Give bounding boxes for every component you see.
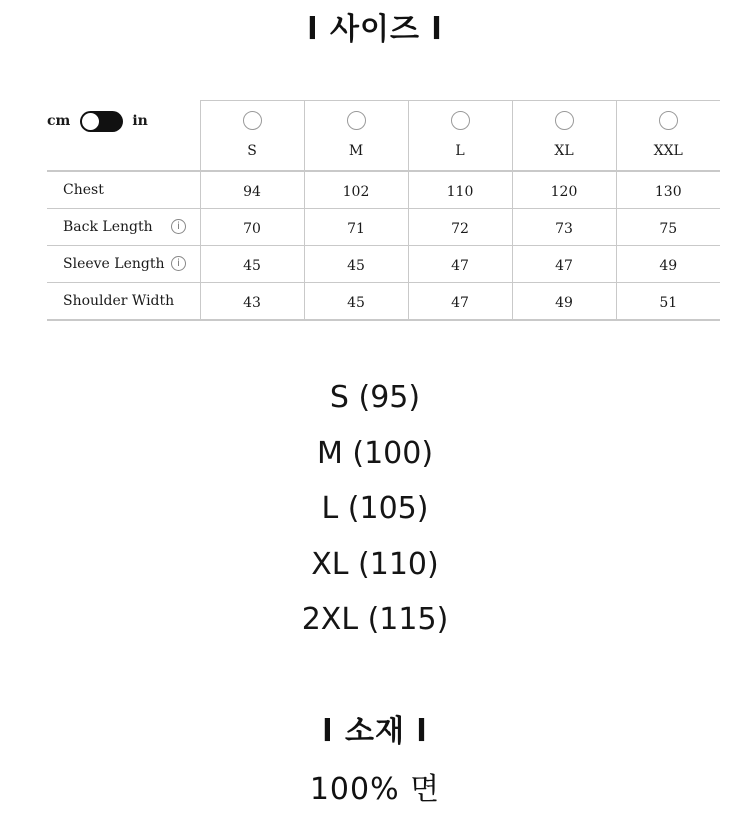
row-label-text: Back Length <box>63 219 153 235</box>
table-cell: 45 <box>304 246 408 283</box>
size-option-xl[interactable] <box>512 101 616 172</box>
row-label-shoulder-width: Shoulder Width <box>47 283 200 321</box>
size-section-title: l 사이즈 l <box>307 12 443 47</box>
table-cell: 102 <box>304 171 408 209</box>
size-mapping-list <box>0 370 750 648</box>
unit-switch[interactable] <box>80 111 123 132</box>
table-cell: 94 <box>200 171 304 209</box>
radio-icon[interactable] <box>555 111 574 130</box>
table-cell: 110 <box>408 171 512 209</box>
radio-icon[interactable] <box>451 111 470 130</box>
switch-knob <box>81 112 100 131</box>
unit-cm-label: cm <box>47 113 71 129</box>
size-chart-table <box>47 100 720 321</box>
table-cell: 47 <box>408 246 512 283</box>
table-cell: 75 <box>616 209 720 246</box>
size-option-l[interactable] <box>408 101 512 172</box>
size-label: M <box>348 143 364 159</box>
size-option-m[interactable] <box>304 101 408 172</box>
size-mapping-item: XL (110) <box>311 546 439 582</box>
table-row <box>47 283 720 321</box>
info-icon[interactable]: i <box>171 256 186 271</box>
row-label-chest: Chest <box>47 171 200 209</box>
info-icon[interactable]: i <box>171 219 186 234</box>
table-cell: 43 <box>200 283 304 321</box>
table-cell: 73 <box>512 209 616 246</box>
table-cell: 47 <box>512 246 616 283</box>
row-label-back-length <box>47 209 200 246</box>
size-mapping-item: S (95) <box>329 380 421 415</box>
table-row <box>47 209 720 246</box>
size-label: XXL <box>653 143 683 159</box>
unit-toggle-cell <box>47 101 200 172</box>
table-cell: 49 <box>512 283 616 321</box>
table-cell: 71 <box>304 209 408 246</box>
material-text: 100% 면 <box>309 772 441 807</box>
radio-icon[interactable] <box>347 111 366 130</box>
radio-icon[interactable] <box>659 111 678 130</box>
row-label-text: Sleeve Length <box>63 256 165 272</box>
table-cell: 49 <box>616 246 720 283</box>
table-cell: 51 <box>616 283 720 321</box>
unit-toggle[interactable] <box>47 111 200 132</box>
row-label-sleeve-length <box>47 246 200 283</box>
size-mapping-item: L (105) <box>321 491 429 526</box>
unit-in-label: in <box>132 113 148 129</box>
table-cell: 45 <box>200 246 304 283</box>
table-cell: 130 <box>616 171 720 209</box>
size-option-s[interactable] <box>200 101 304 172</box>
size-label: XL <box>554 143 574 159</box>
size-label: S <box>247 143 257 159</box>
table-row <box>47 246 720 283</box>
size-header-row <box>47 101 720 172</box>
table-cell: 47 <box>408 283 512 321</box>
table-cell: 72 <box>408 209 512 246</box>
size-option-xxl[interactable] <box>616 101 720 172</box>
size-label: L <box>455 143 465 159</box>
size-mapping-item: M (100) <box>316 435 434 471</box>
size-mapping-item: 2XL (115) <box>301 602 449 637</box>
table-cell: 70 <box>200 209 304 246</box>
table-cell: 45 <box>304 283 408 321</box>
table-row <box>47 171 720 209</box>
table-cell: 120 <box>512 171 616 209</box>
material-section-title: l 소재 l <box>322 714 428 749</box>
radio-icon[interactable] <box>243 111 262 130</box>
